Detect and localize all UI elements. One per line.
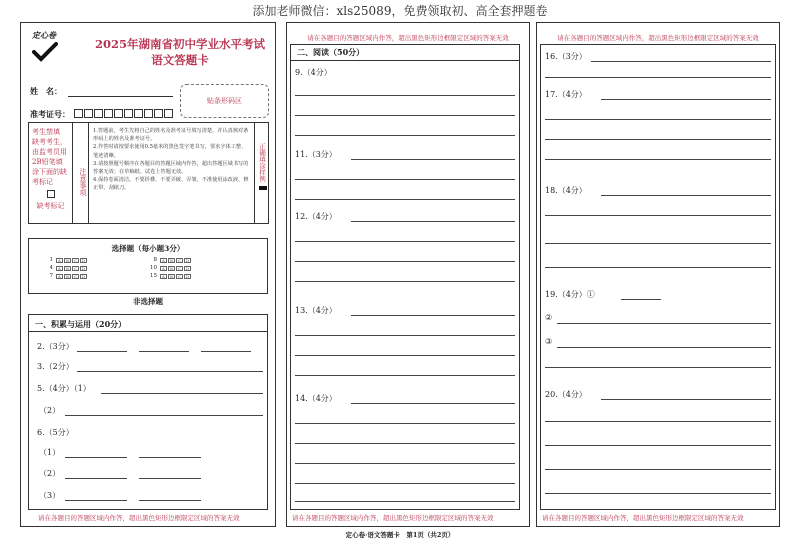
answer-line[interactable]: [545, 159, 771, 160]
digit-box[interactable]: [164, 109, 173, 118]
choice-number: 7: [49, 273, 53, 279]
answer-line[interactable]: [351, 221, 515, 222]
choice-number: 10: [150, 265, 157, 271]
exam-subtitle: 语文答题卡: [151, 53, 209, 67]
choice-option[interactable]: D: [185, 257, 190, 263]
answer-line[interactable]: [545, 421, 771, 422]
choice-option[interactable]: C: [177, 257, 182, 263]
answer-line[interactable]: [545, 119, 771, 120]
answer-line[interactable]: [65, 415, 263, 416]
answer-line[interactable]: [295, 483, 515, 484]
answer-line[interactable]: [295, 423, 515, 424]
digit-box[interactable]: [114, 109, 123, 118]
answer-line[interactable]: [201, 351, 251, 352]
digit-box[interactable]: [144, 109, 153, 118]
answer-line[interactable]: [295, 199, 515, 200]
name-field[interactable]: [68, 96, 173, 97]
notice-item: 1.答题前，考生先将自己的姓名及准考证号填写清楚，并认真核对条形码上的姓名及准考证号。: [93, 128, 249, 143]
non-choice-title: 非选择题: [133, 297, 163, 306]
digit-box[interactable]: [94, 109, 103, 118]
answer-line[interactable]: [295, 281, 515, 282]
choice-option[interactable]: B: [168, 274, 175, 279]
answer-line[interactable]: [295, 241, 515, 242]
choice-number: 1: [49, 257, 53, 263]
answer-line[interactable]: [601, 399, 771, 400]
answer-line[interactable]: [545, 367, 771, 368]
answer-line[interactable]: [139, 500, 201, 501]
divider: [291, 60, 519, 61]
answer-line[interactable]: [139, 351, 189, 352]
question-13: 13.（4分）: [295, 306, 337, 315]
boundary-warning: 请在各题目的答题区域内作答，超出黑色矩形边框限定区域的答案无效: [307, 34, 509, 42]
choice-option[interactable]: C: [73, 265, 78, 271]
question-6-part1: （1）: [39, 448, 61, 457]
question-6-part2: （2）: [39, 469, 61, 478]
answer-line[interactable]: [77, 371, 263, 372]
choice-option[interactable]: D: [185, 265, 190, 271]
digit-box[interactable]: [104, 109, 113, 118]
choice-option[interactable]: B: [168, 266, 175, 271]
exam-number-boxes[interactable]: [74, 109, 174, 118]
digit-box[interactable]: [134, 109, 143, 118]
answer-line[interactable]: [545, 215, 771, 216]
answer-line[interactable]: [295, 335, 515, 336]
choice-row: [41, 273, 88, 279]
section2-title: 二、阅读（50分）: [297, 47, 365, 57]
exam-title: 2025年湖南省初中学业水平考试: [94, 37, 265, 51]
question-16: 16.（3分）: [545, 52, 587, 61]
choice-title: 选择题（每小题3分）: [111, 244, 185, 253]
page-footer: 定心卷·语文答题卡 第1页（共2页）: [345, 531, 455, 539]
choice-row: [145, 273, 192, 279]
choice-row: [41, 265, 88, 271]
answer-line[interactable]: [545, 445, 771, 446]
question-19: 19.（4分）①: [545, 290, 595, 299]
answer-line[interactable]: [545, 469, 771, 470]
answer-line[interactable]: [545, 77, 771, 78]
choice-option[interactable]: B: [168, 258, 175, 263]
answer-line[interactable]: [351, 403, 515, 404]
name-label: 姓 名：: [30, 86, 62, 96]
digit-box[interactable]: [154, 109, 163, 118]
choice-option[interactable]: A: [56, 274, 63, 279]
choice-option[interactable]: D: [81, 257, 86, 263]
section1-title: 一、积累与运用（20分）: [35, 319, 127, 329]
answer-line[interactable]: [65, 457, 127, 458]
choice-option[interactable]: A: [56, 266, 63, 271]
choice-number: 4: [49, 265, 53, 271]
answer-line[interactable]: [591, 61, 771, 62]
answer-line[interactable]: [295, 375, 515, 376]
section2-box: [290, 44, 520, 510]
logo-text: 定心卷: [32, 30, 56, 40]
top-banner: 添加老师微信：xls25089，免费领取初、高全套押题卷: [252, 4, 548, 18]
notice-box: [28, 122, 269, 224]
answer-line[interactable]: [295, 95, 515, 96]
answer-line[interactable]: [557, 323, 771, 324]
fill-example: [254, 123, 270, 223]
answer-line[interactable]: [545, 493, 771, 494]
attention-label: 注意事项: [73, 123, 89, 223]
question-12: 12.（4分）: [295, 212, 337, 221]
answer-line[interactable]: [601, 195, 771, 196]
digit-box[interactable]: [124, 109, 133, 118]
choice-option[interactable]: C: [73, 257, 78, 263]
question-18: 18.（4分）: [545, 186, 587, 195]
question-6-part3: （3）: [39, 491, 61, 500]
section3-box: [540, 44, 776, 510]
answer-line[interactable]: [351, 159, 515, 160]
choice-option[interactable]: C: [177, 265, 182, 271]
choice-row: [145, 265, 192, 271]
question-2: 2.（3分）: [37, 342, 74, 351]
section1-box: [28, 314, 268, 510]
notice-item: 2.作答时请按要求使用0.5毫米的黑色签字笔书写，要求字体工整、笔迹清晰。: [93, 144, 247, 159]
answer-line[interactable]: [101, 393, 263, 394]
answer-line[interactable]: [295, 135, 515, 136]
absent-checkbox[interactable]: [47, 190, 55, 198]
choice-option[interactable]: D: [81, 265, 86, 271]
exam-number-label: 准考证号：: [30, 109, 70, 119]
question-3: 3.（2分）: [37, 362, 74, 371]
question-5-part2: （2）: [39, 406, 61, 415]
answer-line[interactable]: [557, 347, 771, 348]
divider: [29, 331, 267, 332]
answer-line[interactable]: [295, 501, 515, 502]
answer-line[interactable]: [621, 299, 661, 300]
digit-box[interactable]: [84, 109, 93, 118]
choice-option[interactable]: B: [64, 258, 71, 263]
choice-row: [41, 257, 88, 263]
answer-line[interactable]: [65, 478, 127, 479]
answer-line[interactable]: [295, 463, 515, 464]
answer-line[interactable]: [545, 243, 771, 244]
absent-note-text: 考生禁填 缺考考生，由监考员用2B铅笔填涂下面的缺考标记: [32, 128, 67, 186]
choice-number: 8: [153, 257, 157, 263]
fill-example-label: 正确填涂样例: [258, 143, 266, 182]
question-5: 5.（4分）（1）: [37, 384, 91, 393]
choice-option[interactable]: B: [64, 274, 71, 279]
digit-box[interactable]: [74, 109, 83, 118]
answer-line[interactable]: [77, 351, 127, 352]
choice-option[interactable]: A: [56, 258, 63, 263]
question-20: 20.（4分）: [545, 390, 587, 399]
absent-note: [29, 123, 73, 223]
choice-option[interactable]: D: [185, 273, 190, 279]
answer-line[interactable]: [351, 315, 515, 316]
answer-line[interactable]: [601, 99, 771, 100]
answer-line[interactable]: [139, 478, 201, 479]
choice-section: [28, 238, 268, 294]
question-19-part3: ③: [545, 337, 553, 346]
question-11: 11.（3分）: [295, 150, 337, 159]
barcode-area: 贴条形码区: [180, 84, 269, 118]
choice-option[interactable]: C: [73, 273, 78, 279]
notice-item: 3.请按照题号顺序在各题目的答题区域内作答，超出答题区域书写的答案无效；在草稿纸、试卷上答题无效。: [93, 160, 249, 176]
boundary-warning: 请在各题目的答题区域内作答，超出黑色矩形边框限定区域的答案无效: [557, 34, 759, 42]
boundary-warning: 请在各题目的答题区域内作答，超出黑色矩形边框限定区域的答案无效: [292, 514, 494, 522]
question-9: 9.（4分）: [295, 68, 332, 77]
choice-option[interactable]: D: [81, 273, 86, 279]
choice-option[interactable]: A: [160, 266, 167, 271]
choice-option[interactable]: A: [160, 274, 167, 279]
choice-option[interactable]: A: [160, 258, 167, 263]
brand-logo: [32, 30, 58, 41]
choice-number: 15: [150, 273, 157, 279]
question-19-part2: ②: [545, 313, 553, 322]
choice-option[interactable]: C: [177, 273, 182, 279]
answer-line[interactable]: [65, 500, 127, 501]
boundary-warning: 请在各题目的答题区域内作答，超出黑色矩形边框限定区域的答案无效: [542, 514, 744, 522]
answer-line[interactable]: [545, 139, 771, 140]
question-14: 14.（4分）: [295, 394, 337, 403]
check-mark-icon: [32, 42, 58, 62]
answer-line[interactable]: [295, 443, 515, 444]
choice-row: [145, 257, 192, 263]
filled-mark-icon: [259, 186, 267, 190]
answer-line[interactable]: [295, 355, 515, 356]
boundary-warning: 请在各题目的答题区域内作答，超出黑色矩形边框限定区域的答案无效: [38, 514, 240, 522]
question-6: 6.（5分）: [37, 428, 74, 437]
answer-line[interactable]: [295, 261, 515, 262]
absent-mark-label: 缺考标记: [36, 202, 65, 210]
answer-line[interactable]: [139, 457, 201, 458]
notice-item: 4.保持卷面清洁，不要折叠、不要弄破、弄皱，不准使用涂改液、修正带、刮纸刀。: [93, 177, 249, 192]
answer-line[interactable]: [545, 267, 771, 268]
answer-line[interactable]: [295, 115, 515, 116]
question-17: 17.（4分）: [545, 90, 587, 99]
answer-line[interactable]: [295, 179, 515, 180]
choice-option[interactable]: B: [64, 266, 71, 271]
notice-items: [89, 123, 254, 223]
